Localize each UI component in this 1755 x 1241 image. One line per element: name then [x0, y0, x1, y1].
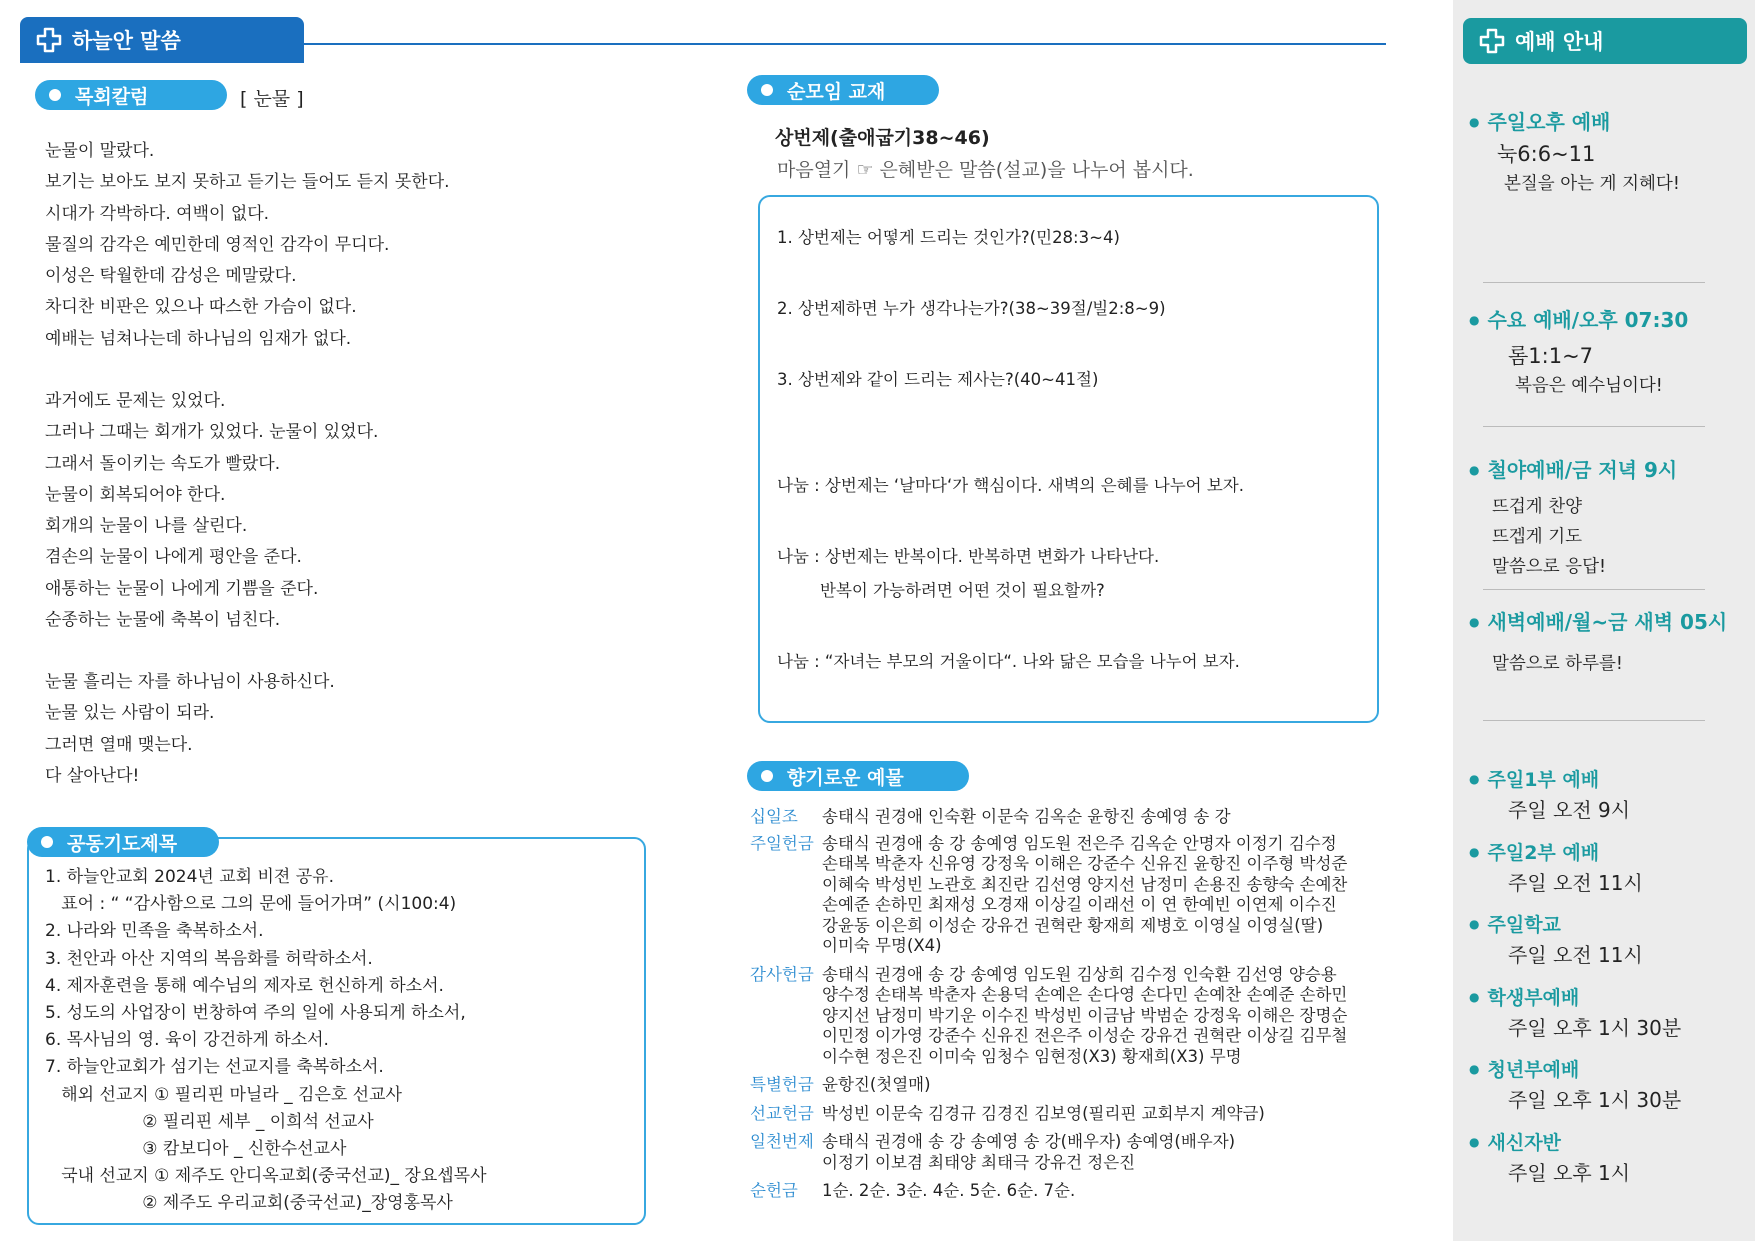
- column-line: 차디찬 비판은 있으나 따스한 가슴이 없다.: [45, 297, 357, 318]
- column-line: 과거에도 문제는 있었다.: [45, 391, 226, 411]
- prayer-item: 4. 제자훈련을 통해 예수님의 제자로 헌신하게 하소서.: [45, 975, 444, 996]
- column-line: 그러면 열매 맺는다.: [45, 734, 193, 755]
- column-line: 회개의 눈물이 나를 살린다.: [45, 516, 248, 537]
- prayer-item: 5. 성도의 사업장이 번창하여 주의 일에 사용되게 하소서,: [45, 1003, 466, 1024]
- offering-names-line: 손예준 손하민 최재성 오경재 이상길 이래선 이 연 한예빈 이연제 이수진: [822, 895, 1337, 914]
- prayer-item: 7. 하늘안교회가 섬기는 선교지를 축복하소서.: [45, 1057, 384, 1078]
- bullet-icon: [49, 89, 61, 101]
- prayer-item: 해외 선교지 ① 필리핀 마닐라 _ 김은호 선교사: [45, 1084, 402, 1105]
- column-line: 그러나 그때는 회개가 있었다. 눈물이 있었다.: [45, 422, 379, 443]
- sunday-pm-verse: 눅6:6~11: [1497, 142, 1596, 166]
- offering-names-line: 손태복 박춘자 신유영 강정욱 이해은 강준수 신유진 윤항진 이주형 박성준: [822, 854, 1348, 873]
- offering-list: [750, 807, 1390, 1210]
- study-sharing-1: 나눔 : 상번제는 ‘날마다‘가 핵심이다. 새벽의 은혜를 나누어 보자.: [777, 476, 1244, 495]
- sidebar-divider: [1483, 720, 1705, 721]
- sidebar-divider: [1483, 426, 1705, 427]
- column-line: 보기는 보아도 보지 못하고 듣기는 들어도 듣지 못한다.: [45, 172, 450, 193]
- schedule-time: 주일 오후 1시: [1508, 1160, 1631, 1185]
- offering-names-line: 이정기 이보겸 최태양 최태극 강유건 정은진: [822, 1152, 1136, 1172]
- column-line: 그래서 돌이키는 속도가 빨랐다.: [45, 453, 281, 474]
- wednesday-title: ● 수요 예배/오후 07:30: [1469, 304, 1688, 333]
- study-subtitle: 마음열기 ☞ 은혜받은 말씀(설교)을 나누어 봅시다.: [777, 159, 1194, 181]
- column-topic: [ 눈물 ]: [240, 88, 304, 110]
- offering-names-line: 송태식 권경애 송 강 송예영 임도원 전은주 김옥순 안명자 이정기 김수정: [822, 833, 1337, 853]
- column-line: 겸손의 눈물이 나에게 평안을 준다.: [45, 547, 302, 568]
- cross-icon: [1479, 28, 1505, 54]
- prayer-label: 공동기도제목: [27, 827, 219, 857]
- prayer-item: 국내 선교지 ① 제주도 안디옥교회(중국선교)_ 장요셉목사: [45, 1166, 487, 1187]
- offering-type: 순헌금: [750, 1181, 798, 1200]
- schedule-name: ● 청년부예배: [1469, 1055, 1579, 1082]
- column-paragraph-2: [45, 386, 378, 636]
- prayer-item: 2. 나라와 민족을 축복하소서.: [45, 921, 264, 942]
- offering-row: [750, 965, 1390, 1068]
- bullet-icon: [41, 836, 53, 848]
- offering-names-line: 강윤동 이은희 이성순 강유건 권혁란 황재희 제병호 이영실 이영실(딸): [822, 915, 1324, 935]
- sidebar-header: [1463, 18, 1747, 64]
- offering-row: [750, 1075, 1390, 1096]
- schedule-time: 주일 오후 1시 30분: [1508, 1015, 1682, 1040]
- study-title: 상번제(출애굽기38~46): [775, 127, 990, 149]
- column-line: 애통하는 눈물이 나에게 기쁨을 준다.: [45, 578, 319, 599]
- offering-names: [822, 1181, 1075, 1202]
- dawn-message: 말씀으로 하루를!: [1492, 654, 1623, 674]
- header-divider: [304, 43, 1386, 45]
- offering-names-line: 양지선 남정미 박기운 이수진 박성빈 이금남 박범순 강정욱 이해은 장명순: [822, 1005, 1348, 1025]
- offering-row: [750, 1132, 1390, 1173]
- offering-names-line: 양수정 손태복 박춘자 손용덕 손예은 손다영 손다민 손예찬 손예준 손하민: [822, 985, 1348, 1004]
- sunday-pm-message: 본질을 아는 게 지혜다!: [1504, 174, 1680, 194]
- offering-names-line: 송태식 권경애 송 강 송예영 임도원 김상희 김수정 인숙환 김선영 양승용: [822, 964, 1337, 984]
- main-header-title: 하늘안 말씀: [72, 29, 181, 53]
- study-sharing-2b: 반복이 가능하려면 어떤 것이 필요할까?: [820, 581, 1105, 600]
- prayer-item: ③ 캄보디아 _ 신한수선교사: [45, 1139, 347, 1160]
- column-line: 눈물 흘리는 자를 하나님이 사용하신다.: [45, 672, 335, 692]
- offering-names: [822, 834, 1347, 957]
- offering-names: [822, 965, 1347, 1068]
- prayer-item: 6. 목사님의 영. 육이 강건하게 하소서.: [45, 1030, 329, 1051]
- prayer-item: 표어 : “ “감사함으로 그의 문에 들어가며” (시100:4): [45, 894, 457, 915]
- friday-night-line-1: 뜨겁게 찬양: [1492, 497, 1583, 517]
- schedule-name: ● 학생부예배: [1469, 983, 1579, 1010]
- dawn-title: ● 새벽예배/월~금 새벽 05시: [1469, 606, 1727, 635]
- column-label: 목회칼럼: [35, 80, 227, 110]
- column-line: 이성은 탁월한데 감성은 메말랐다.: [45, 266, 297, 287]
- wednesday-message: 복음은 예수님이다!: [1515, 376, 1663, 396]
- column-line: 눈물이 말랐다.: [45, 141, 155, 161]
- prayer-item: 1. 하늘안교회 2024년 교회 비젼 공유.: [45, 867, 334, 887]
- prayer-item: ② 제주도 우리교회(중국선교)_장영홍목사: [45, 1193, 453, 1214]
- sidebar-divider: [1483, 589, 1705, 590]
- cross-icon: [36, 27, 62, 53]
- offering-row: [750, 807, 1390, 828]
- offering-names-line: 윤항진(첫열매): [822, 1075, 931, 1094]
- schedule-time: 주일 오전 11시: [1508, 870, 1643, 895]
- bullet-icon: [761, 84, 773, 96]
- schedule-name: ● 새신자반: [1469, 1128, 1561, 1155]
- column-line: 물질의 감각은 예민한데 영적인 감각이 무디다.: [45, 234, 390, 255]
- sidebar-title: 예배 안내: [1515, 30, 1604, 54]
- schedule-time: 주일 오전 11시: [1508, 943, 1643, 967]
- offering-type: 십일조: [750, 807, 798, 826]
- offering-names-line: 송태식 권경애 인숙환 이문숙 김옥순 윤항진 송예영 송 강: [822, 807, 1231, 826]
- offering-names-line: 송태식 권경애 송 강 송예영 송 강(배우자) 송예영(배우자): [822, 1132, 1236, 1151]
- study-box: [758, 195, 1379, 723]
- column-line: 예배는 넘쳐나는데 하나님의 임재가 없다.: [45, 328, 352, 349]
- offering-names-line: 이혜숙 박성빈 노관호 최진란 김선영 양지선 남정미 손용진 송향숙 손예찬: [822, 874, 1348, 894]
- offering-row: [750, 1104, 1390, 1125]
- column-line: 눈물이 회복되어야 한다.: [45, 484, 226, 505]
- study-question-2: 2. 상번제하면 누가 생각나는가?(38~39절/빌2:8~9): [777, 299, 1166, 318]
- friday-night-title: ● 철야예배/금 저녁 9시: [1469, 454, 1677, 483]
- bullet-icon: [761, 770, 773, 782]
- main-header: [20, 17, 304, 63]
- column-line: 순종하는 눈물에 축복이 넘친다.: [45, 610, 281, 631]
- prayer-item: 3. 천안과 아산 지역의 복음화를 허락하소서.: [45, 948, 373, 969]
- offering-type: 감사헌금: [750, 964, 814, 984]
- offering-names-line: 1순. 2순. 3순. 4순. 5순. 6순. 7순.: [822, 1181, 1076, 1200]
- study-sharing-2: 나눔 : 상번제는 반복이다. 반복하면 변화가 나타난다.: [777, 547, 1160, 566]
- offering-names: [822, 1075, 931, 1096]
- offering-label: 향기로운 예물: [747, 761, 969, 791]
- schedule-name: ● 주일1부 예배: [1469, 765, 1599, 792]
- friday-night-line-3: 말씀으로 응답!: [1492, 557, 1607, 577]
- column-paragraph-3: [45, 667, 335, 792]
- offering-names: [822, 807, 1231, 828]
- study-question-1: 1. 상번제는 어떻게 드리는 것인가?(민28:3~4): [777, 228, 1120, 247]
- wednesday-verse: 롬1:1~7: [1508, 344, 1594, 368]
- study-question-3: 3. 상번제와 같이 드리는 제사는?(40~41절): [777, 370, 1099, 389]
- column-line: 다 살아난다!: [45, 765, 140, 786]
- offering-names-line: 이수현 정은진 이미숙 임청수 임현정(X3) 황재희(X3) 무명: [822, 1046, 1242, 1066]
- study-sharing-3: 나눔 : “자녀는 부모의 거울이다“. 나와 닮은 모습을 나누어 보자.: [777, 652, 1240, 671]
- offering-names: [822, 1132, 1235, 1173]
- column-line: 시대가 각박하다. 여백이 없다.: [45, 203, 270, 224]
- sidebar-divider: [1483, 282, 1705, 283]
- column-line: 눈물 있는 사람이 되라.: [45, 703, 215, 724]
- sunday-pm-title: ● 주일오후 예배: [1469, 106, 1610, 135]
- schedule-name: ● 주일학교: [1469, 910, 1561, 937]
- offering-type: 특별헌금: [750, 1075, 814, 1094]
- schedule-name: ● 주일2부 예배: [1469, 838, 1599, 865]
- offering-row: [750, 1181, 1390, 1202]
- offering-type: 일천번제: [750, 1132, 814, 1151]
- offering-names: [822, 1104, 1265, 1125]
- column-paragraph-1: [45, 136, 450, 355]
- study-label: 순모임 교재: [747, 75, 939, 105]
- offering-type: 선교헌금: [750, 1103, 814, 1123]
- prayer-item: ② 필리핀 세부 _ 이희석 선교사: [45, 1111, 374, 1132]
- offering-type: 주일헌금: [750, 833, 814, 853]
- offering-names-line: 박성빈 이문숙 김경규 김경진 김보영(필리핀 교회부지 계약금): [822, 1103, 1265, 1123]
- offering-row: [750, 834, 1390, 957]
- schedule-time: 주일 오전 9시: [1508, 798, 1631, 822]
- offering-names-line: 이민정 이가영 강준수 신유진 전은주 이성순 강유건 권혁란 이상길 김무철: [822, 1026, 1348, 1045]
- friday-night-line-2: 뜨겝게 기도: [1492, 527, 1583, 547]
- schedule-time: 주일 오후 1시 30분: [1508, 1088, 1682, 1112]
- prayer-list: [45, 864, 487, 1218]
- offering-names-line: 이미숙 무명(X4): [822, 936, 942, 955]
